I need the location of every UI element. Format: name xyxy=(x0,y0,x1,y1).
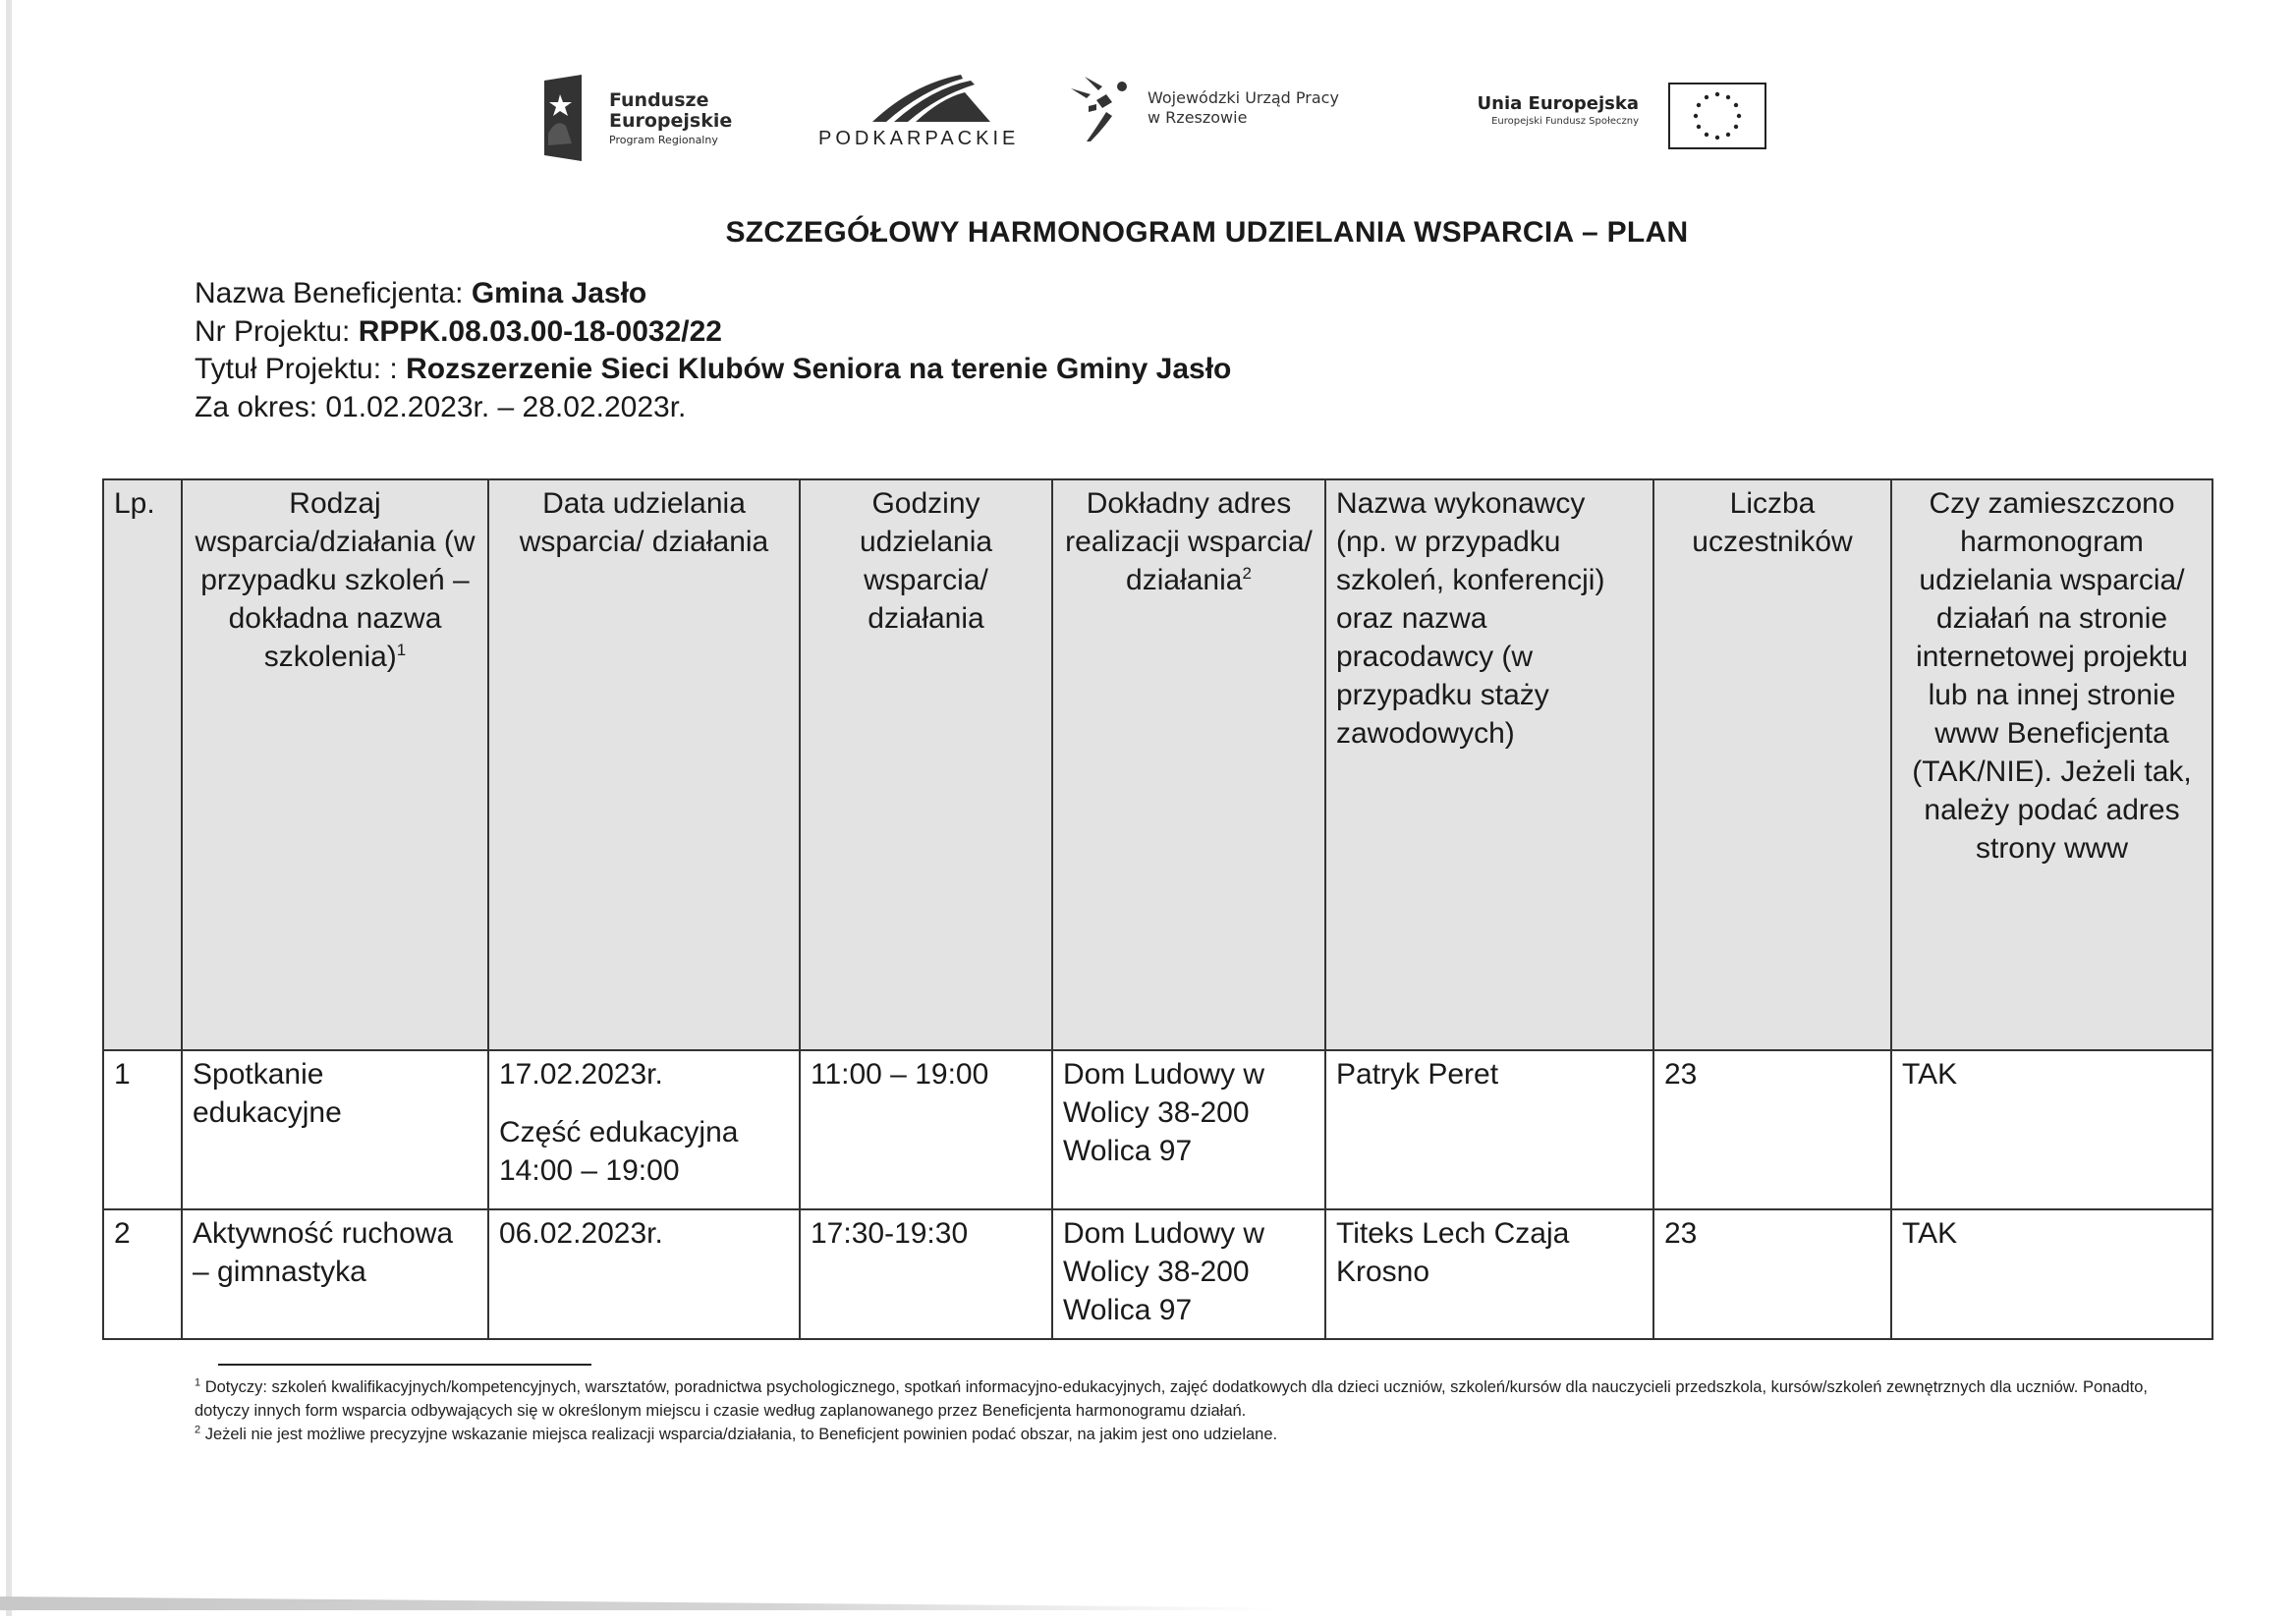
header-date: Data udzielania wsparcia/ działania xyxy=(488,479,800,1050)
header-participants: Liczba uczestników xyxy=(1653,479,1891,1050)
eu-flag-icon xyxy=(1668,83,1766,149)
podkarpackie-wave-icon xyxy=(872,73,990,124)
header-lp: Lp. xyxy=(103,479,182,1050)
cell-date: 06.02.2023r. xyxy=(488,1209,800,1339)
ue-line2: Europejski Fundusz Społeczny xyxy=(1491,116,1639,127)
project-title-value: Rozszerzenie Sieci Klubów Seniora na terenie Gminy Jasło xyxy=(406,353,1232,385)
wup-line1: Wojewódzki Urząd Pracy xyxy=(1148,88,1339,107)
fe-line1: Fundusze xyxy=(609,89,709,111)
header-contractor: Nazwa wykonawcy (np. w przypadku szkoleń, konferencji) oraz nazwa pracodawcy (w przypadku staży zawodowych) xyxy=(1325,479,1653,1050)
footnote-divider xyxy=(218,1364,591,1366)
ue-line1: Unia Europejska xyxy=(1477,93,1639,114)
beneficiary-label: Nazwa Beneficjenta: xyxy=(195,277,472,309)
project-title-label: Tytuł Projektu: : xyxy=(195,353,407,385)
header-hours: Godziny udzielania wsparcia/ działania xyxy=(800,479,1052,1050)
header-published: Czy zamieszczono harmonogram udzielania wsparcia/ działań na stronie internetowej projektu lub na innej stronie www Beneficjenta (TAK/NIE). Jeżeli tak, należy podać adres strony www xyxy=(1891,479,2212,1050)
cell-support-type: Aktywność ruchowa – gimnastyka xyxy=(182,1209,488,1339)
cell-contractor: Titeks Lech Czaja Krosno xyxy=(1325,1209,1653,1339)
project-number-value: RPPK.08.03.00-18-0032/22 xyxy=(358,314,722,348)
fe-line2: Europejskie xyxy=(609,110,733,132)
podkarpackie-logo xyxy=(818,73,1035,161)
scan-edge-bottom xyxy=(0,1596,1277,1610)
project-title-line xyxy=(195,351,1231,389)
fe-line3: Program Regionalny xyxy=(609,134,718,146)
project-number-label: Nr Projektu: xyxy=(195,314,359,348)
fundusze-star-figure-icon xyxy=(542,75,584,161)
unia-europejska-logo xyxy=(1423,79,1766,157)
project-number-line xyxy=(195,313,1231,352)
cell-address: Dom Ludowy w Wolicy 38-200 Wolica 97 xyxy=(1052,1209,1325,1339)
schedule-table xyxy=(102,478,2213,1340)
wup-line2: w Rzeszowie xyxy=(1148,108,1248,127)
date-note-line2: 14:00 – 19:00 xyxy=(499,1154,680,1187)
cell-lp: 2 xyxy=(103,1209,182,1339)
logo-bar xyxy=(538,67,1766,165)
date-value: 17.02.2023r. xyxy=(499,1058,663,1091)
table-row xyxy=(103,1209,2212,1339)
header-support-type: Rodzaj wsparcia/działania (w przypadku szkoleń – dokładna nazwa szkolenia)$^1$ xyxy=(182,479,488,1050)
header-address: Dokładny adres realizacji wsparcia/ działania$^2$ xyxy=(1052,479,1325,1050)
beneficiary-line xyxy=(195,275,1231,313)
cell-participants: 23 xyxy=(1653,1209,1891,1339)
wup-rzeszow-logo xyxy=(1059,75,1383,153)
period-line xyxy=(195,389,1231,427)
fundusze-europejskie-logo xyxy=(538,75,774,163)
beneficiary-value: Gmina Jasło xyxy=(471,277,647,309)
wup-runner-icon xyxy=(1069,75,1138,143)
cell-date xyxy=(488,1050,800,1209)
footnote-ref-2: 2 xyxy=(1242,564,1252,583)
cell-address: Dom Ludowy w Wolicy 38-200 Wolica 97 xyxy=(1052,1050,1325,1209)
cell-hours: 11:00 – 19:00 xyxy=(800,1050,1052,1209)
cell-hours: 17:30-19:30 xyxy=(800,1209,1052,1339)
podkarpackie-text: PODKARPACKIE xyxy=(818,128,1020,149)
period-label: Za okres: xyxy=(195,390,326,423)
footnote-1: $^1$ Dotyczy: szkoleń kwalifikacyjnych/kompetencyjnych, warsztatów, poradnictwa psychologicznego, spotkań informacyjno-edukacyjnych, zajęć dodatkowych dla dzieci uczniów, szkoleń/kursów dla nauczycieli przedszkola, kursów/szkoleń zewnętrznych dla uczniów. Ponadto, dotyczy innych form wsparcia odbywających się w określonym miejscu i czasie według zaplanowanego przez Beneficjenta harmonogramu działań. xyxy=(195,1376,2148,1420)
cell-published: TAK xyxy=(1891,1209,2212,1339)
table-header-row xyxy=(103,479,2212,1050)
cell-contractor: Patryk Peret xyxy=(1325,1050,1653,1209)
table-row xyxy=(103,1050,2212,1209)
cell-support-type: Spotkanie edukacyjne xyxy=(182,1050,488,1209)
date-note-line1: Część edukacyjna xyxy=(499,1116,739,1148)
period-value: 01.02.2023r. – 28.02.2023r. xyxy=(325,390,687,423)
cell-participants: 23 xyxy=(1653,1050,1891,1209)
cell-lp: 1 xyxy=(103,1050,182,1209)
document-title: SZCZEGÓŁOWY HARMONOGRAM UDZIELANIA WSPARCIA – PLAN xyxy=(725,216,1689,249)
footnote-2: $^2$ Jeżeli nie jest możliwe precyzyjne wskazanie miejsca realizacji wsparcia/działania, to Beneficjent powinien podać obszar, na jakim jest ono udzielane. xyxy=(195,1424,1278,1443)
document-meta xyxy=(195,275,1231,426)
footnote-ref-1: 1 xyxy=(396,641,407,659)
cell-published: TAK xyxy=(1891,1050,2212,1209)
footnotes xyxy=(195,1375,2159,1446)
